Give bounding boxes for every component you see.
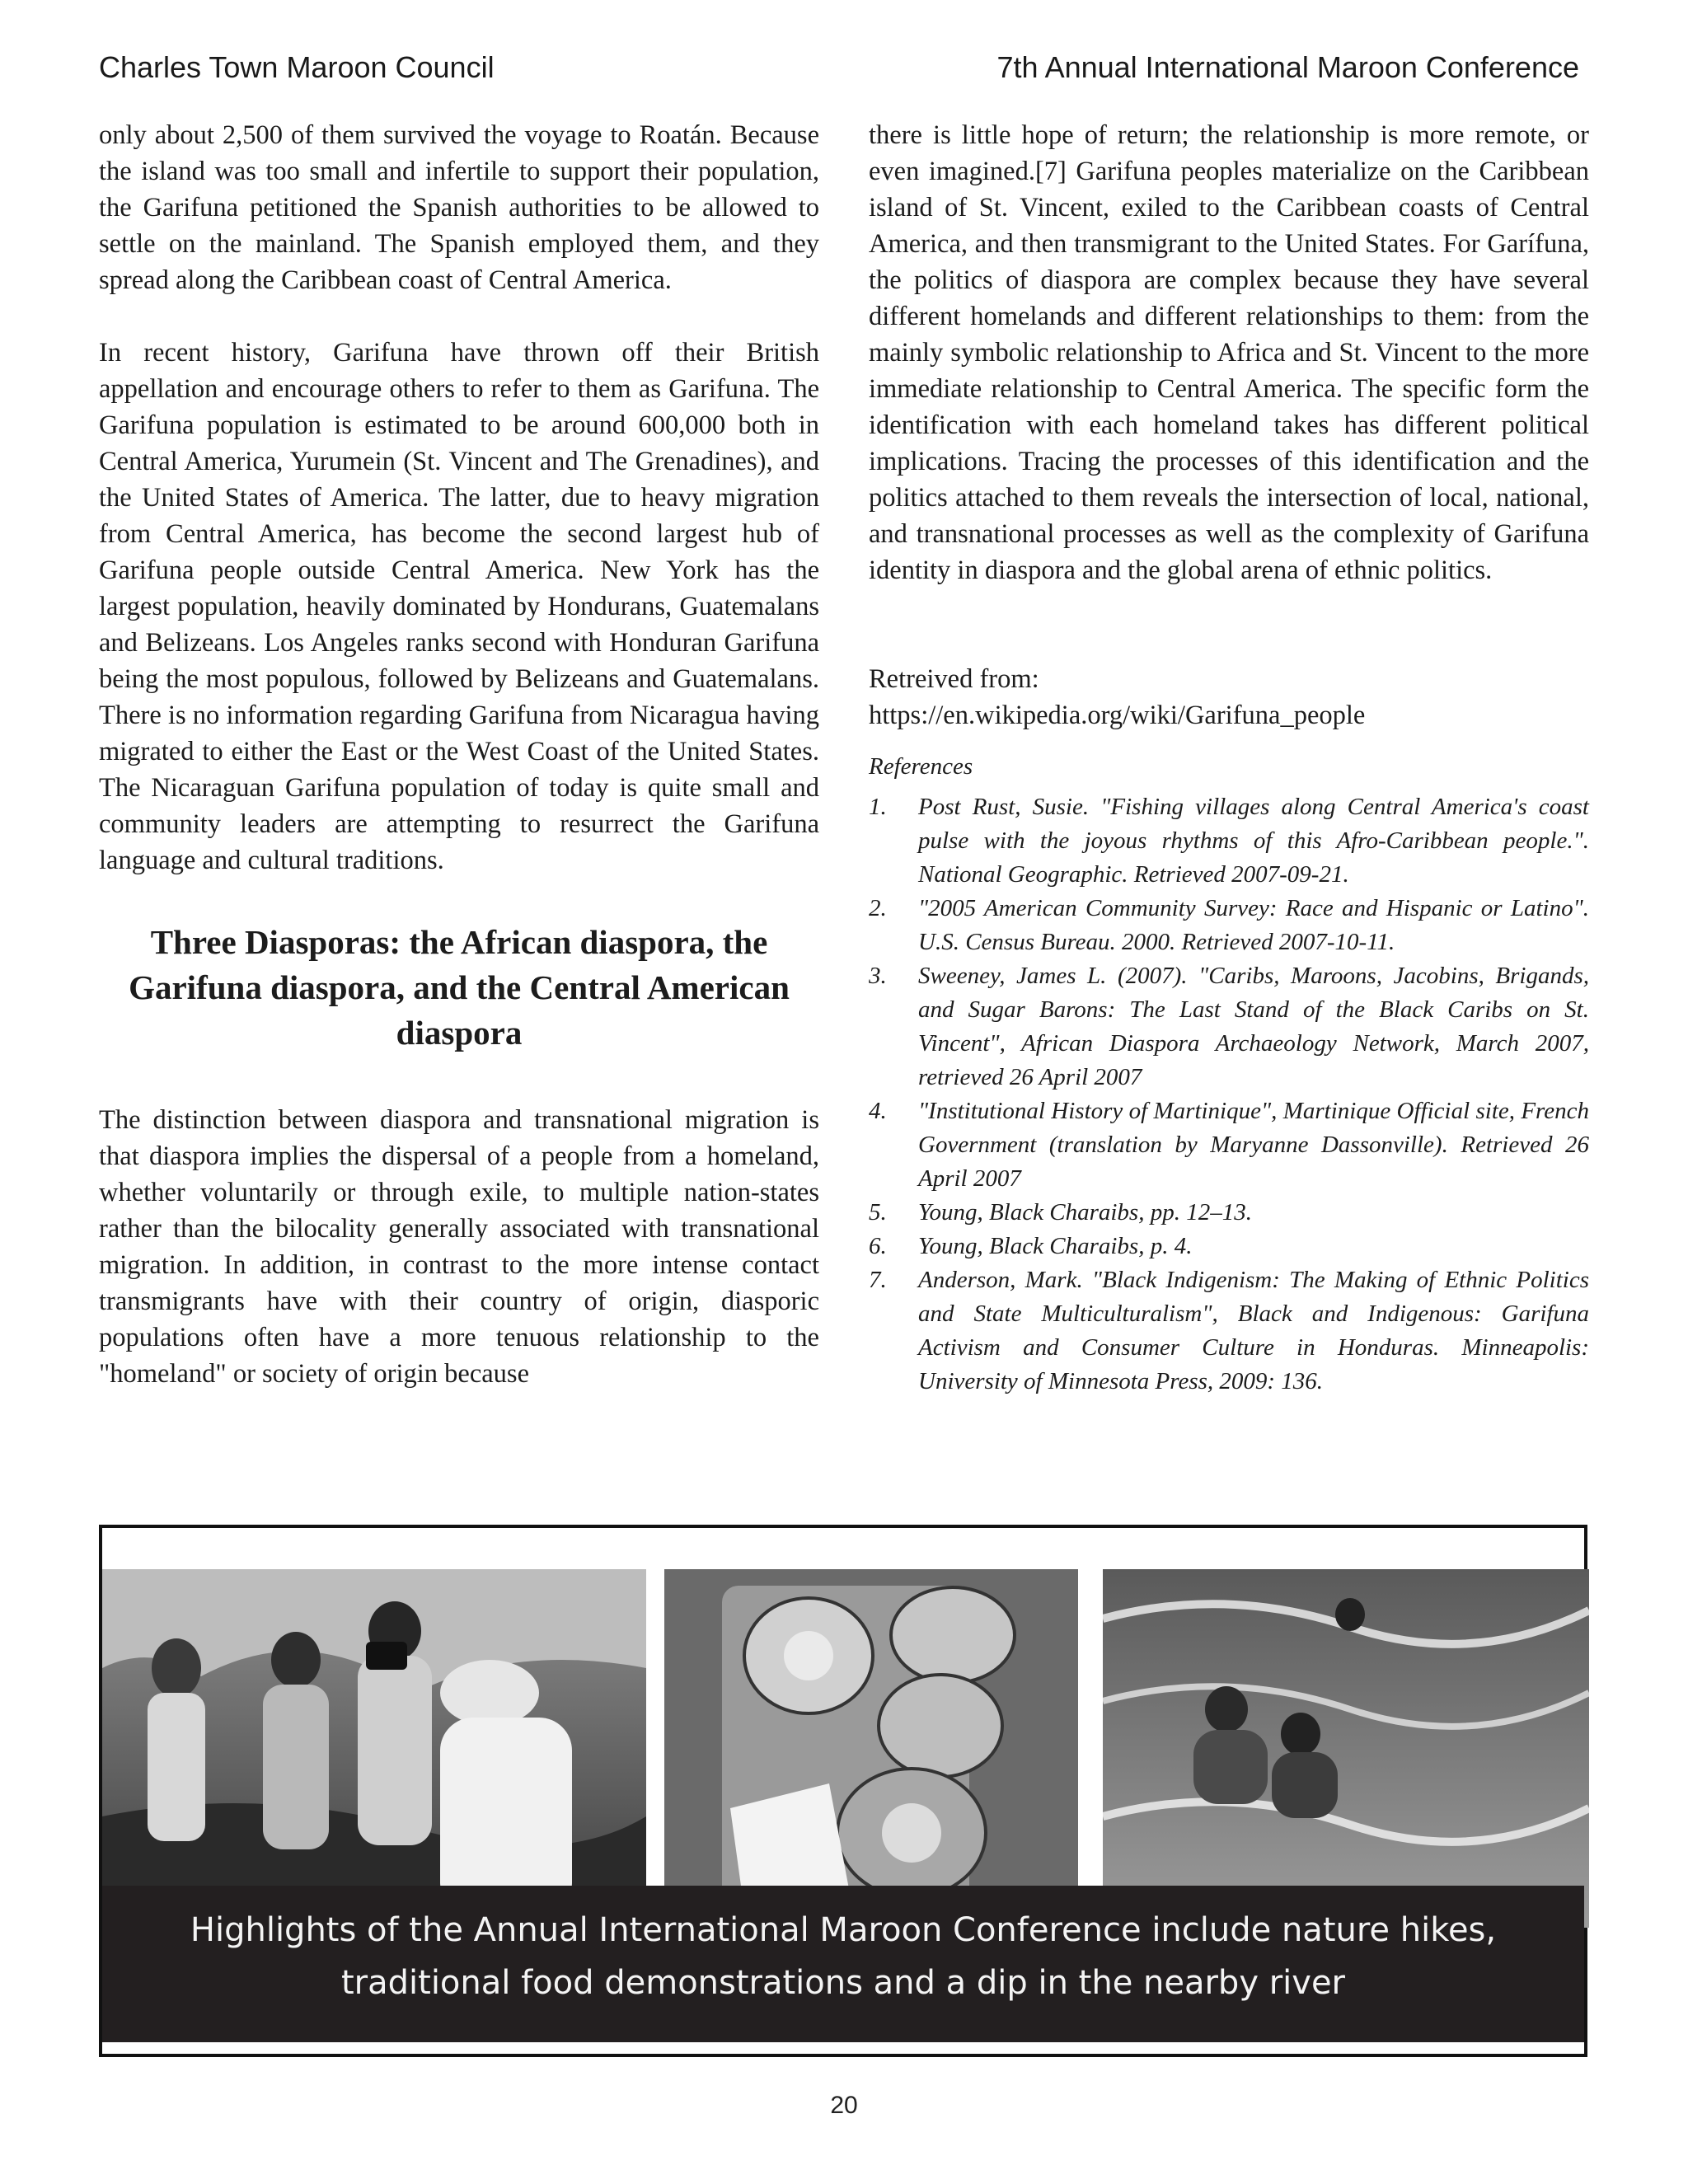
photo-caption — [102, 1886, 1584, 2042]
photo-panel — [99, 1525, 1587, 2057]
reference-item: 2. "2005 American Community Survey: Race and Hispanic or Latino". U.S. Census Bureau. 2000. Retrieved 2007-10-11. — [869, 895, 1589, 955]
left-paragraph-2: In recent history, Garifuna have thrown off their British appellation and encourage others to refer to them as Garifuna. The Garifuna population is estimated to be around 600,000 both in Central America, Yurumein (St. Vincent and The Grenadines), and the United States of America. The latter, due to heavy migration from Central America, has become the second largest hub of Garifuna people outside Central America. New York has the largest population, heavily dominated by Hondurans, Guatemalans and Belizeans. Los Angeles ranks second with Honduran Garifuna being the most populous, followed by Belizeans and Guatemalans. There is no information regarding Garifuna from Nicaragua having migrated to either the East or the West Coast of the United States. The Nicaraguan Garifuna population of today is quite small and community leaders are attempting to resurrect the Garifuna language and cultural traditions. — [99, 338, 819, 875]
left-paragraph-3: The distinction between diaspora and transnational migration is that diaspora implies the dispersal of a people from a homeland, whether voluntarily or through exile, to multiple nation-states rather than the bilocality generally associated with transnational migration. In addition, in contrast to the more intense contact transmigrants have with their country of origin, diasporic populations often have a more tenuous relationship to the "homeland" or society of origin because — [99, 1105, 819, 1389]
left-paragraph-1: only about 2,500 of them survived the voyage to Roatán. Because the island was too small and infertile to support their population, the Garifuna petitioned the Spanish authorities to be allowed to settle on the mainland. The Spanish employed them, and they spread along the Caribbean coast of Central America. — [99, 120, 819, 295]
photo-traditional-food — [664, 1569, 1078, 1928]
caption-line-2: traditional food demonstrations and a dip in the nearby river — [340, 1964, 1345, 2002]
reference-item: 4. "Institutional History of Martinique", Martinique Official site, French Government (translation by Maryanne Dassonville). Retrieved 26 April 2007 — [869, 1098, 1589, 1192]
references-title: References — [869, 753, 973, 780]
reference-item: 7. Anderson, Mark. "Black Indigenism: The Making of Ethnic Politics and State Multiculturalism", Black and Indigenous: Garifuna Activism and Consumer Culture in Honduras. Minneapolis: University of Minnesota Press, 2009: 136. — [869, 1267, 1589, 1394]
running-header-left: Charles Town Maroon Council — [99, 50, 495, 84]
reference-item: 5. Young, Black Charaibs, pp. 12–13. — [869, 1199, 1252, 1226]
left-column — [99, 117, 819, 1392]
photo-river-dip — [1103, 1569, 1589, 1928]
reference-item: 3. Sweeney, James L. (2007). "Caribs, Maroons, Jacobins, Brigands, and Sugar Barons: The Last Stand of the Black Caribs on St. Vincent", African Diaspora Archaeology Network, March 2007, retrieved 26 April 2007 — [869, 963, 1589, 1090]
right-column — [869, 117, 1589, 1399]
right-paragraph-1: there is little hope of return; the relationship is more remote, or even imagined.[7] Garifuna peoples materialize on the Caribbean island of St. Vincent, exiled to the Caribbean coasts of Central America, and then transmigrant to the United States. For Garífuna, the politics of diaspora are complex because they have several different homelands and different relationships to them: from the mainly symbolic relationship to Africa and St. Vincent to the more immediate relationship to Central America. The specific form the identification with each homeland takes has different political implications. Tracing the processes of this identification and the politics attached to them reveals the intersection of local, national, and transnational processes as well as the complexity of Garifuna identity in diaspora and the global arena of ethnic politics. — [869, 120, 1589, 585]
photo-nature-hike — [102, 1569, 646, 1928]
reference-item: 6. Young, Black Charaibs, p. 4. — [869, 1233, 1193, 1259]
page-number: 20 — [830, 2092, 858, 2119]
caption-line-1: Highlights of the Annual International Maroon Conference include nature hikes, — [190, 1911, 1497, 1949]
reference-item: 1. Post Rust, Susie. "Fishing villages along Central America's coast pulse with the joyous rhythms of this Afro-Caribbean people.". National Geographic. Retrieved 2007-09-21. — [869, 794, 1589, 888]
section-heading: Three Diasporas: the African diaspora, the Garifuna diaspora, and the Central American diaspora — [129, 923, 790, 1052]
retrieved-label: Retreived from: — [869, 664, 1039, 694]
retrieved-url[interactable]: https://en.wikipedia.org/wiki/Garifuna_people — [869, 701, 1366, 730]
references — [869, 750, 1589, 1399]
running-header-right: 7th Annual International Maroon Conference — [996, 50, 1579, 84]
